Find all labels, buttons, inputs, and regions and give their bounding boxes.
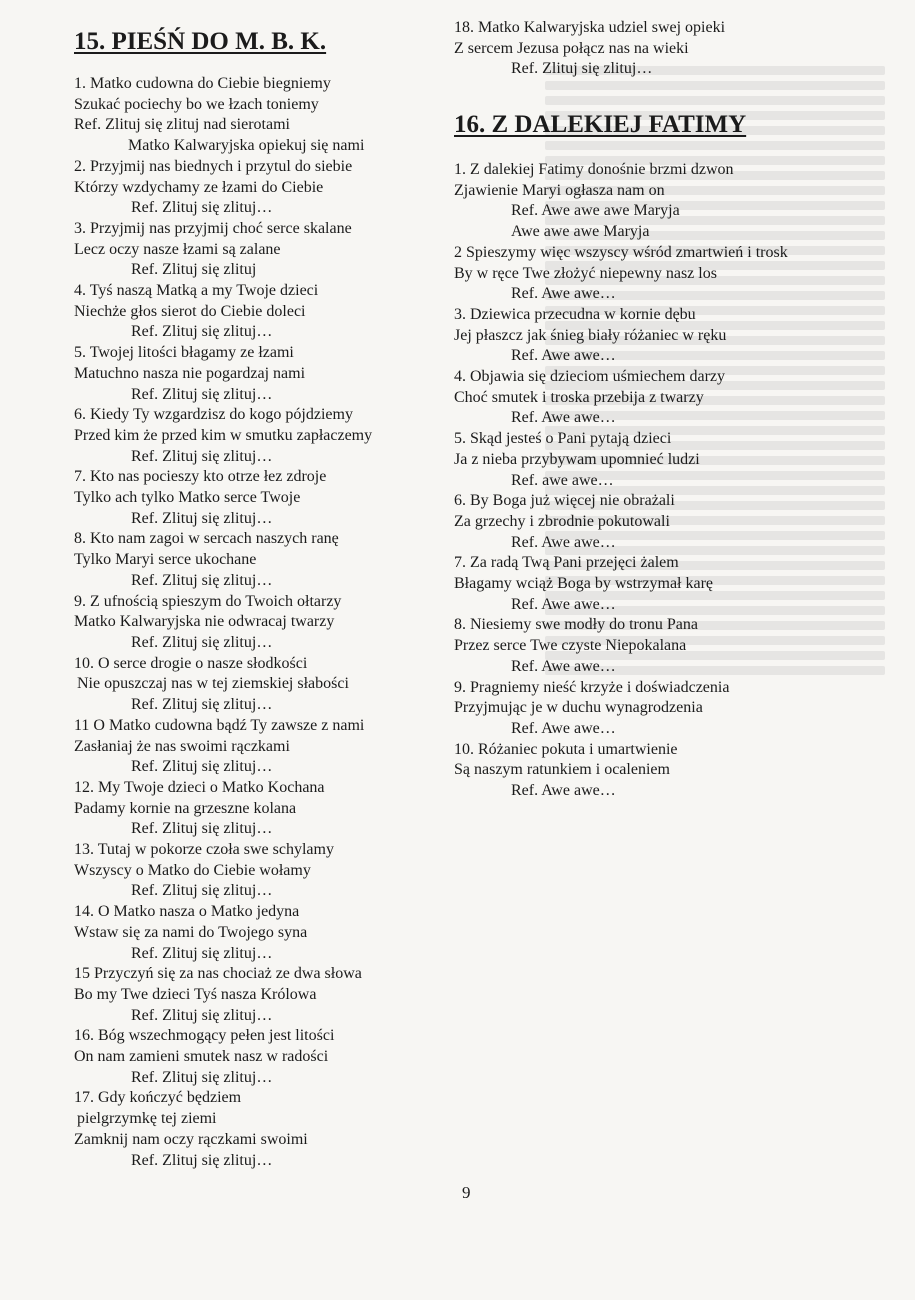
- lyric-line: Matuchno nasza nie pogardzaj nami: [74, 364, 306, 382]
- refrain-line: Ref. Zlituj się zlituj…: [131, 323, 273, 341]
- song-15-continuation: [454, 18, 725, 80]
- lyric-line: 14. O Matko nasza o Matko jedyna: [74, 903, 300, 921]
- lyric-line: 15 Przyczyń się za nas chociaż ze dwa słowa: [74, 965, 362, 983]
- lyric-line: 2. Przyjmij nas biednych i przytul do siebie: [74, 157, 353, 175]
- lyric-line: 6. Kiedy Ty wzgardzisz do kogo pójdziemy: [74, 406, 353, 424]
- lyric-line: Niechże głos sierot do Ciebie doleci: [74, 302, 306, 320]
- song-15-lyrics: [74, 74, 372, 1171]
- lyric-line: 6. By Boga już więcej nie obrażali: [454, 492, 675, 510]
- lyric-line: Wszyscy o Matko do Ciebie wołamy: [74, 861, 311, 879]
- lyric-line: 4. Tyś naszą Matką a my Twoje dzieci: [74, 282, 319, 300]
- lyric-line: Za grzechy i zbrodnie pokutowali: [454, 512, 670, 530]
- lyric-line: 16. Bóg wszechmogący pełen jest litości: [74, 1027, 335, 1045]
- refrain-line: Ref. Zlituj się zlituj…: [131, 882, 273, 900]
- song-15-title: 15. PIEŚŃ DO M. B. K.: [74, 28, 327, 55]
- refrain-line: Ref. awe awe…: [511, 471, 614, 489]
- lyric-line: 9. Z ufnością spieszym do Twoich ołtarzy: [74, 592, 342, 610]
- lyric-line: Są naszym ratunkiem i ocaleniem: [454, 761, 670, 779]
- refrain-line: Ref. Zlituj się zlituj…: [131, 633, 273, 651]
- page-number: 9: [462, 1183, 471, 1202]
- refrain-line: Ref. Awe awe…: [511, 285, 616, 303]
- lyric-line: Zjawienie Maryi ogłasza nam on: [454, 181, 665, 199]
- lyric-line: 12. My Twoje dzieci o Matko Kochana: [74, 778, 325, 796]
- refrain-line: Ref. Awe awe…: [511, 719, 616, 737]
- lyric-line: Padamy kornie na grzeszne kolana: [74, 799, 297, 817]
- lyric-line: Tylko Maryi serce ukochane: [74, 551, 257, 569]
- lyric-line: pielgrzymkę tej ziemi: [77, 1110, 217, 1128]
- refrain-line: Ref. Awe awe…: [511, 782, 616, 800]
- lyric-line: 11 O Matko cudowna bądź Ty zawsze z nami: [74, 716, 365, 734]
- refrain-line: Ref. Awe awe…: [511, 595, 616, 613]
- lyric-line: 1. Matko cudowna do Ciebie biegniemy: [74, 75, 331, 92]
- lyric-line: Matko Kalwaryjska opiekuj się nami: [128, 137, 365, 155]
- lyric-line: 7. Kto nas pocieszy kto otrze łez zdroje: [74, 468, 327, 486]
- lyric-line: Przez serce Twe czyste Niepokalana: [454, 637, 687, 655]
- lyric-line: Szukać pociechy bo we łzach toniemy: [74, 95, 319, 113]
- lyric-line: Jej płaszcz jak śnieg biały różaniec w ręku: [454, 326, 727, 344]
- lyric-line: Z sercem Jezusa połącz nas na wieki: [454, 39, 689, 57]
- refrain-line: Ref. Awe awe awe Maryja: [511, 202, 680, 220]
- lyric-line: 9. Pragniemy nieść krzyże i doświadczenia: [454, 678, 730, 696]
- refrain-line: Ref. Awe awe…: [511, 657, 616, 675]
- refrain-line: Ref. Zlituj się zlituj nad sierotami: [74, 116, 290, 134]
- lyric-line: 7. Za radą Twą Pani przejęci żalem: [454, 554, 679, 572]
- refrain-line: Ref. Awe awe…: [511, 533, 616, 551]
- refrain-line: Ref. Awe awe…: [511, 409, 616, 427]
- refrain-line: Ref. Zlituj się zlituj…: [131, 509, 273, 527]
- lyric-line: Przyjmując je w duchu wynagrodzenia: [454, 699, 703, 717]
- lyric-line: Błagamy wciąż Boga by wstrzymał karę: [454, 575, 714, 593]
- lyric-line: Którzy wzdychamy ze łzami do Ciebie: [74, 178, 324, 196]
- refrain-line: Ref. Zlituj się zlituj…: [131, 1151, 273, 1169]
- lyric-line: Wstaw się za nami do Twojego syna: [74, 923, 308, 941]
- lyric-line: Nie opuszczaj nas w tej ziemskiej słabości: [77, 675, 349, 693]
- lyric-line: 2 Spieszymy więc wszyscy wśród zmartwień i trosk: [454, 243, 788, 261]
- refrain-line: Ref. Zlituj się zlituj…: [131, 696, 273, 714]
- lyric-line: Przed kim że przed kim w smutku zapłaczemy: [74, 426, 373, 444]
- refrain-line: Ref. Zlituj się zlituj…: [131, 571, 273, 589]
- lyric-line: 10. O serce drogie o nasze słodkości: [74, 654, 308, 672]
- lyric-line: Matko Kalwaryjska nie odwracaj twarzy: [74, 613, 335, 631]
- lyric-line: 3. Przyjmij nas przyjmij choć serce skalane: [74, 219, 352, 237]
- lyric-line: Bo my Twe dzieci Tyś nasza Królowa: [74, 985, 317, 1003]
- lyric-line: On nam zamieni smutek nasz w radości: [74, 1048, 329, 1066]
- lyric-line: 5. Skąd jesteś o Pani pytają dzieci: [454, 430, 672, 448]
- lyric-line: 17. Gdy kończyć będziem: [74, 1089, 242, 1107]
- lyric-line: By w ręce Twe złożyć niepewny nasz los: [454, 264, 717, 282]
- lyric-line: Ja z nieba przybywam upomnieć ludzi: [454, 450, 700, 468]
- lyric-line: Zamknij nam oczy rączkami swoimi: [74, 1130, 308, 1148]
- lyric-line: 18. Matko Kalwaryjska udziel swej opieki: [454, 19, 726, 36]
- lyric-line: 13. Tutaj w pokorze czoła swe schylamy: [74, 841, 334, 859]
- refrain-line: Ref. Zlituj się zlituj…: [131, 758, 273, 776]
- refrain-line: Ref. Zlituj się zlituj…: [131, 199, 273, 217]
- refrain-line: Ref. Zlituj się zlituj…: [131, 1006, 273, 1024]
- refrain-line: Ref. Zlituj się zlituj…: [131, 447, 273, 465]
- lyric-line: 4. Objawia się dzieciom uśmiechem darzy: [454, 368, 726, 386]
- refrain-line: Ref. Zlituj się zlituj…: [131, 820, 273, 838]
- lyric-line: Choć smutek i troska przebija z twarzy: [454, 388, 704, 406]
- refrain-line: Ref. Zlituj się zlituj…: [511, 60, 653, 78]
- refrain-line: Ref. Zlituj się zlituj…: [131, 385, 273, 403]
- lyric-line: 8. Niesiemy swe modły do tronu Pana: [454, 616, 698, 634]
- refrain-line: Ref. Zlituj się zlituj…: [131, 1068, 273, 1086]
- lyric-line: Zasłaniaj że nas swoimi rączkami: [74, 737, 290, 755]
- song-16-title: 16. Z DALEKIEJ FATIMY: [454, 111, 747, 138]
- refrain-line: Ref. Zlituj się zlituj…: [131, 944, 273, 962]
- refrain-line: Ref. Zlituj się zlituj: [131, 261, 257, 279]
- refrain-line: Awe awe awe Maryja: [511, 223, 650, 241]
- song-16-lyrics: [454, 160, 788, 802]
- lyric-line: 5. Twojej litości błagamy ze łzami: [74, 344, 294, 362]
- lyric-line: Lecz oczy nasze łzami są zalane: [74, 240, 281, 258]
- lyric-line: 1. Z dalekiej Fatimy donośnie brzmi dzwon: [454, 161, 734, 178]
- refrain-line: Ref. Awe awe…: [511, 347, 616, 365]
- lyric-line: 3. Dziewica przecudna w kornie dębu: [454, 305, 696, 323]
- lyric-line: 8. Kto nam zagoi w sercach naszych ranę: [74, 530, 339, 548]
- lyric-line: 10. Różaniec pokuta i umartwienie: [454, 740, 678, 758]
- lyric-line: Tylko ach tylko Matko serce Twoje: [74, 489, 301, 507]
